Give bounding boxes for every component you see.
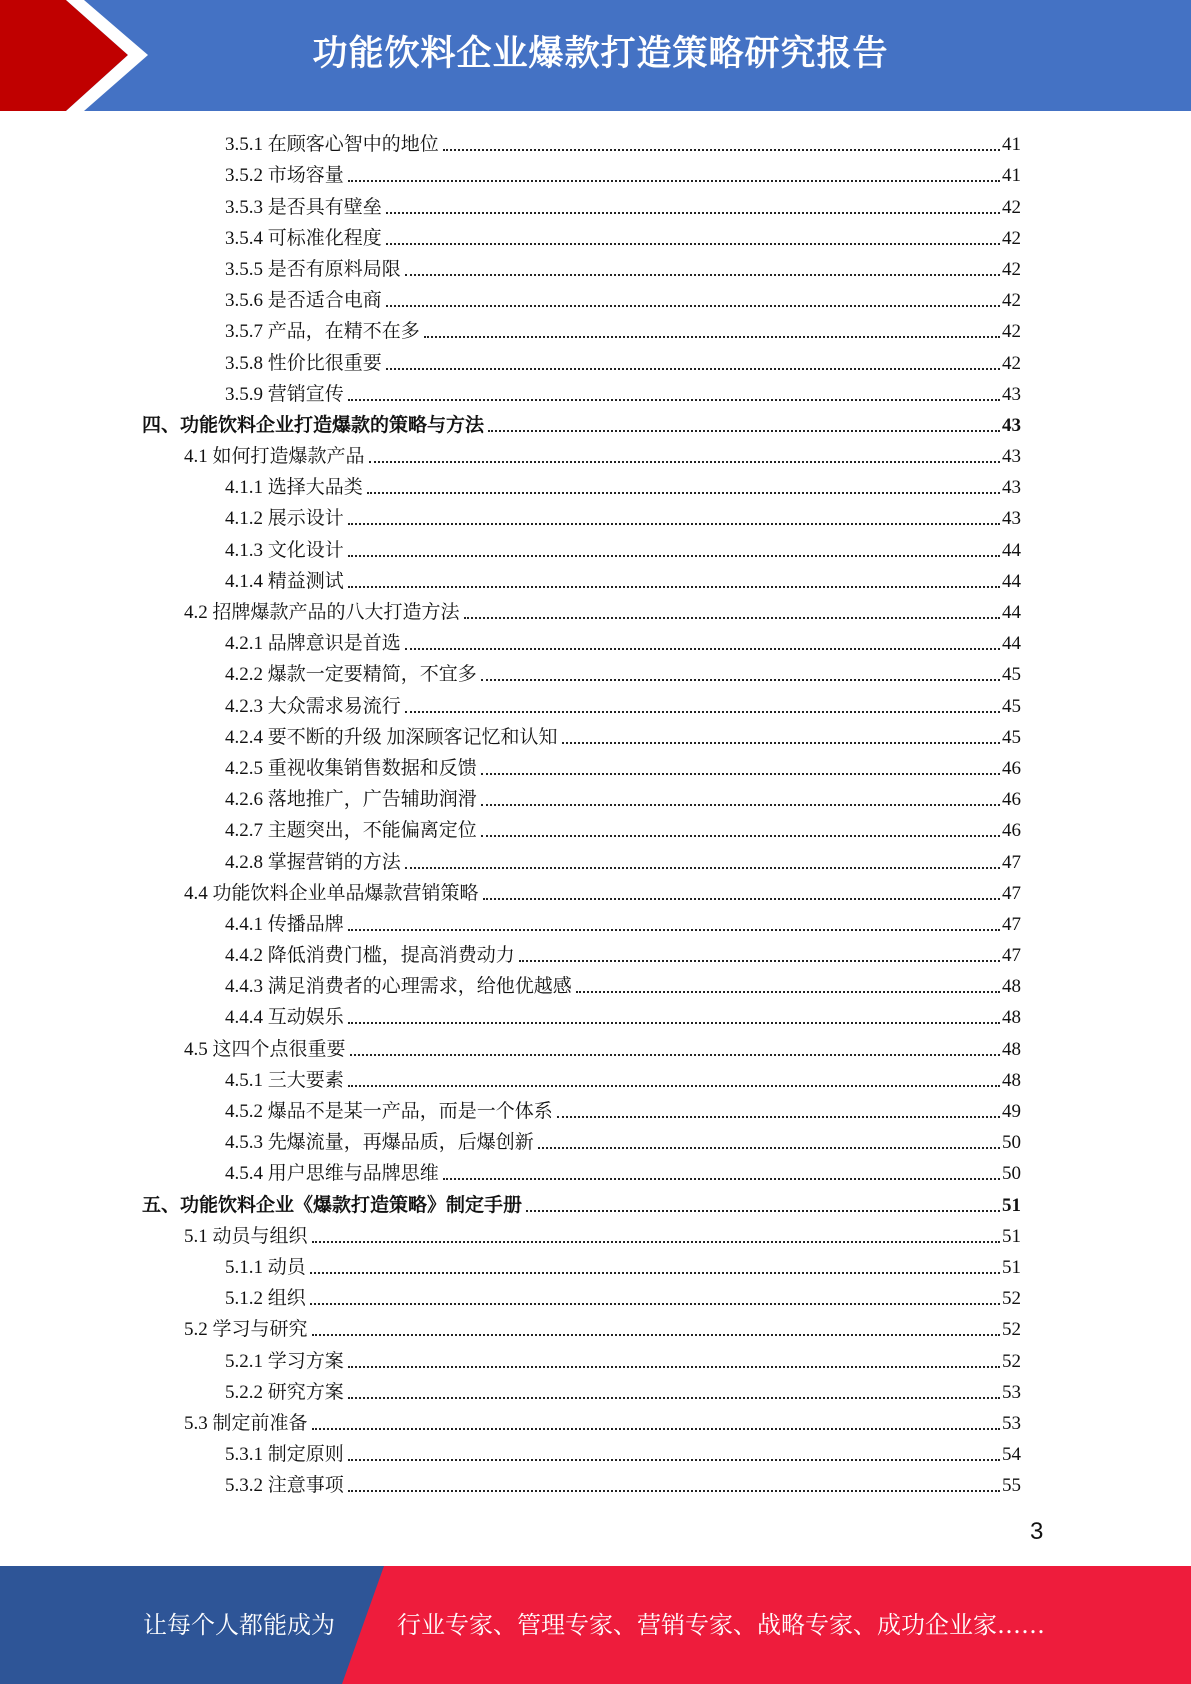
toc-entry-page: 42 <box>1002 258 1021 280</box>
toc-entry-title: 5.1.2 组织 <box>225 1288 306 1310</box>
toc-entry-page: 46 <box>1002 820 1021 842</box>
dot-leader <box>405 274 1000 276</box>
toc-entry[interactable] <box>0 283 1191 314</box>
toc-entry[interactable] <box>0 938 1191 969</box>
dot-leader <box>348 1085 1000 1087</box>
toc-entry-page: 42 <box>1002 196 1021 218</box>
dot-leader <box>443 1178 1000 1180</box>
dot-leader <box>367 492 1000 494</box>
dot-leader <box>310 1303 1000 1305</box>
toc-entry[interactable] <box>0 1406 1191 1437</box>
dot-leader <box>538 1147 1000 1149</box>
dot-leader <box>348 1366 1000 1368</box>
toc-entry-page: 43 <box>1002 414 1021 436</box>
dot-leader <box>312 1428 1000 1430</box>
toc-entry-title: 5.3.2 注意事项 <box>225 1475 344 1497</box>
toc-entry-page: 45 <box>1002 664 1021 686</box>
toc-entry-page: 48 <box>1002 1007 1021 1029</box>
toc-entry-page: 52 <box>1002 1288 1021 1310</box>
dot-leader <box>348 1397 1000 1399</box>
dot-leader <box>483 898 1000 900</box>
toc-entry-page: 53 <box>1002 1412 1021 1434</box>
toc-entry-title: 4.2.7 主题突出，不能偏离定位 <box>225 820 477 842</box>
toc-entry-title: 5.3.1 制定原则 <box>225 1444 344 1466</box>
dot-leader <box>405 867 1000 869</box>
toc-entry-page: 45 <box>1002 726 1021 748</box>
dot-leader <box>576 991 1000 993</box>
toc-entry[interactable] <box>0 158 1191 189</box>
toc-entry[interactable] <box>0 1187 1191 1218</box>
toc-entry-page: 48 <box>1002 1069 1021 1091</box>
toc-entry-title: 4.1 如何打造爆款产品 <box>184 446 365 468</box>
toc-entry-page: 42 <box>1002 290 1021 312</box>
toc-entry-page: 44 <box>1002 602 1021 623</box>
toc-entry[interactable] <box>0 501 1191 532</box>
toc-entry-page: 50 <box>1002 1163 1021 1185</box>
dot-leader <box>562 742 1000 744</box>
dot-leader <box>312 1241 1000 1243</box>
toc-entry-page: 42 <box>1002 227 1021 249</box>
toc-entry-title: 3.5.6 是否适合电商 <box>225 290 382 312</box>
dot-leader <box>481 679 1000 681</box>
toc-entry-page: 44 <box>1002 539 1021 561</box>
toc-entry-title: 3.5.7 产品，在精不在多 <box>225 321 420 343</box>
toc-entry-page: 44 <box>1002 570 1021 592</box>
toc-entry-title: 3.5.8 性价比很重要 <box>225 352 382 374</box>
toc-entry[interactable] <box>0 1468 1191 1499</box>
toc-entry-title: 4.5.3 先爆流量，再爆品质，后爆创新 <box>225 1132 534 1154</box>
toc-entry[interactable] <box>0 1063 1191 1094</box>
dot-leader <box>386 368 1000 370</box>
dot-leader <box>350 1054 1000 1056</box>
toc-entry-page: 42 <box>1002 352 1021 374</box>
dot-leader <box>310 1272 1000 1274</box>
toc-entry[interactable] <box>0 907 1191 938</box>
toc-entry[interactable] <box>0 844 1191 875</box>
toc-entry-page: 43 <box>1002 508 1021 530</box>
toc-entry-page: 41 <box>1002 134 1021 156</box>
toc-entry-page: 46 <box>1002 789 1021 811</box>
toc-entry-page: 45 <box>1002 695 1021 717</box>
dot-leader <box>369 461 1000 463</box>
footer-slogan-right: 行业专家、管理专家、营销专家、战略专家、成功企业家…… <box>397 1611 1045 1639</box>
dot-leader <box>348 1459 1000 1461</box>
toc-entry[interactable] <box>0 252 1191 283</box>
toc-entry-title: 4.5.4 用户思维与品牌思维 <box>225 1163 439 1185</box>
dot-leader <box>464 617 1000 619</box>
dot-leader <box>348 1490 1000 1492</box>
toc-entry[interactable] <box>0 1156 1191 1187</box>
toc-entry-title: 3.5.2 市场容量 <box>225 165 344 187</box>
toc-entry-page: 42 <box>1002 321 1021 343</box>
toc-entry-title: 4.1.3 文化设计 <box>225 539 344 561</box>
document-title: 功能饮料企业爆款打造策略研究报告 <box>312 34 889 74</box>
toc-entry-page: 43 <box>1002 383 1021 405</box>
toc-entry[interactable] <box>0 1312 1191 1343</box>
toc-entry-title: 3.5.1 在顾客心智中的地位 <box>225 134 439 156</box>
toc-entry[interactable] <box>0 969 1191 1000</box>
toc-entry-page: 41 <box>1002 165 1021 187</box>
dot-leader <box>526 1210 1000 1212</box>
dot-leader <box>348 555 1000 557</box>
toc-entry[interactable] <box>0 377 1191 408</box>
toc-entry[interactable] <box>0 532 1191 563</box>
toc-entry-title: 4.4.1 传播品牌 <box>225 913 344 935</box>
toc-entry-title: 五、功能饮料企业《爆款打造策略》制定手册 <box>142 1194 523 1216</box>
dot-leader <box>348 399 1000 401</box>
toc-entry-page: 51 <box>1002 1256 1021 1278</box>
toc-entry[interactable] <box>0 1000 1191 1031</box>
page-number: 3 <box>1030 1518 1044 1545</box>
toc-entry[interactable] <box>0 1094 1191 1125</box>
toc-entry[interactable] <box>0 470 1191 501</box>
toc-entry-title: 4.4.2 降低消费门槛，提高消费动力 <box>225 945 515 967</box>
toc-entry[interactable] <box>0 314 1191 345</box>
toc-entry-title: 4.2.6 落地推广，广告辅助润滑 <box>225 789 477 811</box>
dot-leader <box>488 430 1000 432</box>
dot-leader <box>405 648 1000 650</box>
toc-entry-page: 47 <box>1002 882 1021 904</box>
toc-entry-page: 54 <box>1002 1444 1021 1466</box>
table-of-contents <box>0 127 1191 1499</box>
dot-leader <box>424 336 1000 338</box>
toc-entry-page: 47 <box>1002 851 1021 873</box>
toc-entry[interactable] <box>0 189 1191 220</box>
toc-entry[interactable] <box>0 408 1191 439</box>
toc-entry-page: 44 <box>1002 633 1021 655</box>
toc-entry[interactable] <box>0 345 1191 376</box>
toc-entry-title: 4.2 招牌爆款产品的八大打造方法 <box>184 602 460 623</box>
toc-entry-page: 52 <box>1002 1350 1021 1372</box>
toc-entry-title: 4.2.2 爆款一定要精简，不宜多 <box>225 664 477 686</box>
toc-entry-title: 4.5 这四个点很重要 <box>184 1038 346 1060</box>
toc-entry[interactable] <box>0 127 1191 158</box>
dot-leader <box>348 586 1000 588</box>
toc-entry-title: 4.2.5 重视收集销售数据和反馈 <box>225 757 477 779</box>
toc-entry-title: 4.1.4 精益测试 <box>225 570 344 592</box>
toc-entry-title: 5.3 制定前准备 <box>184 1412 308 1434</box>
toc-entry-title: 4.2.1 品牌意识是首选 <box>225 633 401 655</box>
toc-entry-page: 47 <box>1002 945 1021 967</box>
toc-entry-page: 50 <box>1002 1132 1021 1154</box>
toc-entry-page: 47 <box>1002 913 1021 935</box>
dot-leader <box>481 773 1000 775</box>
toc-entry-title: 4.2.4 要不断的升级 加深顾客记忆和认知 <box>225 726 558 748</box>
toc-entry[interactable] <box>0 595 1191 626</box>
toc-entry[interactable] <box>0 221 1191 252</box>
toc-entry-title: 4.5.2 爆品不是某一产品，而是一个体系 <box>225 1101 553 1122</box>
dot-leader <box>481 804 1000 806</box>
dot-leader <box>348 929 1000 931</box>
toc-entry[interactable] <box>0 564 1191 595</box>
dot-leader <box>348 1022 1000 1024</box>
toc-entry-page: 51 <box>1002 1194 1021 1216</box>
toc-entry-page: 48 <box>1002 1038 1021 1060</box>
toc-entry-title: 5.2 学习与研究 <box>184 1319 308 1341</box>
toc-entry[interactable] <box>0 439 1191 470</box>
toc-entry-title: 4.2.3 大众需求易流行 <box>225 695 401 717</box>
toc-entry-page: 43 <box>1002 477 1021 499</box>
toc-entry[interactable] <box>0 688 1191 719</box>
toc-entry[interactable] <box>0 782 1191 813</box>
toc-entry-title: 4.2.8 掌握营销的方法 <box>225 851 401 873</box>
toc-entry-title: 4.5.1 三大要素 <box>225 1069 344 1091</box>
dot-leader <box>557 1116 1000 1118</box>
dot-leader <box>312 1334 1000 1336</box>
toc-entry-title: 3.5.5 是否有原料局限 <box>225 258 401 280</box>
dot-leader <box>348 523 1000 525</box>
toc-entry-title: 3.5.4 可标准化程度 <box>225 227 382 249</box>
toc-entry-title: 5.1 动员与组织 <box>184 1225 308 1247</box>
toc-entry[interactable] <box>0 1437 1191 1468</box>
page-header <box>0 0 1191 111</box>
toc-entry-title: 5.1.1 动员 <box>225 1256 306 1278</box>
toc-entry[interactable] <box>0 1125 1191 1156</box>
toc-entry-title: 4.4.4 互动娱乐 <box>225 1007 344 1029</box>
toc-entry[interactable] <box>0 1375 1191 1406</box>
toc-entry[interactable] <box>0 1281 1191 1312</box>
toc-entry[interactable] <box>0 751 1191 782</box>
toc-entry-page: 46 <box>1002 757 1021 779</box>
toc-entry-page: 52 <box>1002 1319 1021 1341</box>
page-footer <box>0 1566 1191 1684</box>
footer-slogan-left: 让每个人都能成为 <box>143 1611 335 1639</box>
toc-entry-title: 3.5.3 是否具有壁垒 <box>225 196 382 218</box>
toc-entry-title: 5.2.2 研究方案 <box>225 1381 344 1403</box>
toc-entry[interactable] <box>0 626 1191 657</box>
toc-entry-title: 4.4 功能饮料企业单品爆款营销策略 <box>184 882 479 904</box>
dot-leader <box>386 212 1000 214</box>
toc-entry-title: 5.2.1 学习方案 <box>225 1350 344 1372</box>
dot-leader <box>519 960 1000 962</box>
toc-entry[interactable] <box>0 1250 1191 1281</box>
toc-entry-page: 49 <box>1002 1101 1021 1122</box>
toc-entry-page: 43 <box>1002 446 1021 468</box>
dot-leader <box>405 711 1000 713</box>
toc-entry-title: 四、功能饮料企业打造爆款的策略与方法 <box>142 414 485 436</box>
toc-entry[interactable] <box>0 657 1191 688</box>
toc-entry-title: 3.5.9 营销宣传 <box>225 383 344 405</box>
dot-leader <box>443 149 1000 151</box>
toc-entry-page: 53 <box>1002 1381 1021 1403</box>
toc-entry-title: 4.1.1 选择大品类 <box>225 477 363 499</box>
toc-entry[interactable] <box>0 1031 1191 1062</box>
toc-entry[interactable] <box>0 720 1191 751</box>
toc-entry-title: 4.4.3 满足消费者的心理需求，给他优越感 <box>225 976 572 998</box>
toc-entry[interactable] <box>0 1219 1191 1250</box>
toc-entry-page: 55 <box>1002 1475 1021 1497</box>
toc-entry-page: 48 <box>1002 976 1021 998</box>
toc-entry-title: 4.1.2 展示设计 <box>225 508 344 530</box>
dot-leader <box>386 305 1000 307</box>
toc-entry[interactable] <box>0 813 1191 844</box>
toc-entry[interactable] <box>0 1343 1191 1374</box>
toc-entry-page: 51 <box>1002 1225 1021 1247</box>
dot-leader <box>348 180 1000 182</box>
dot-leader <box>481 835 1000 837</box>
toc-entry[interactable] <box>0 876 1191 907</box>
dot-leader <box>386 243 1000 245</box>
